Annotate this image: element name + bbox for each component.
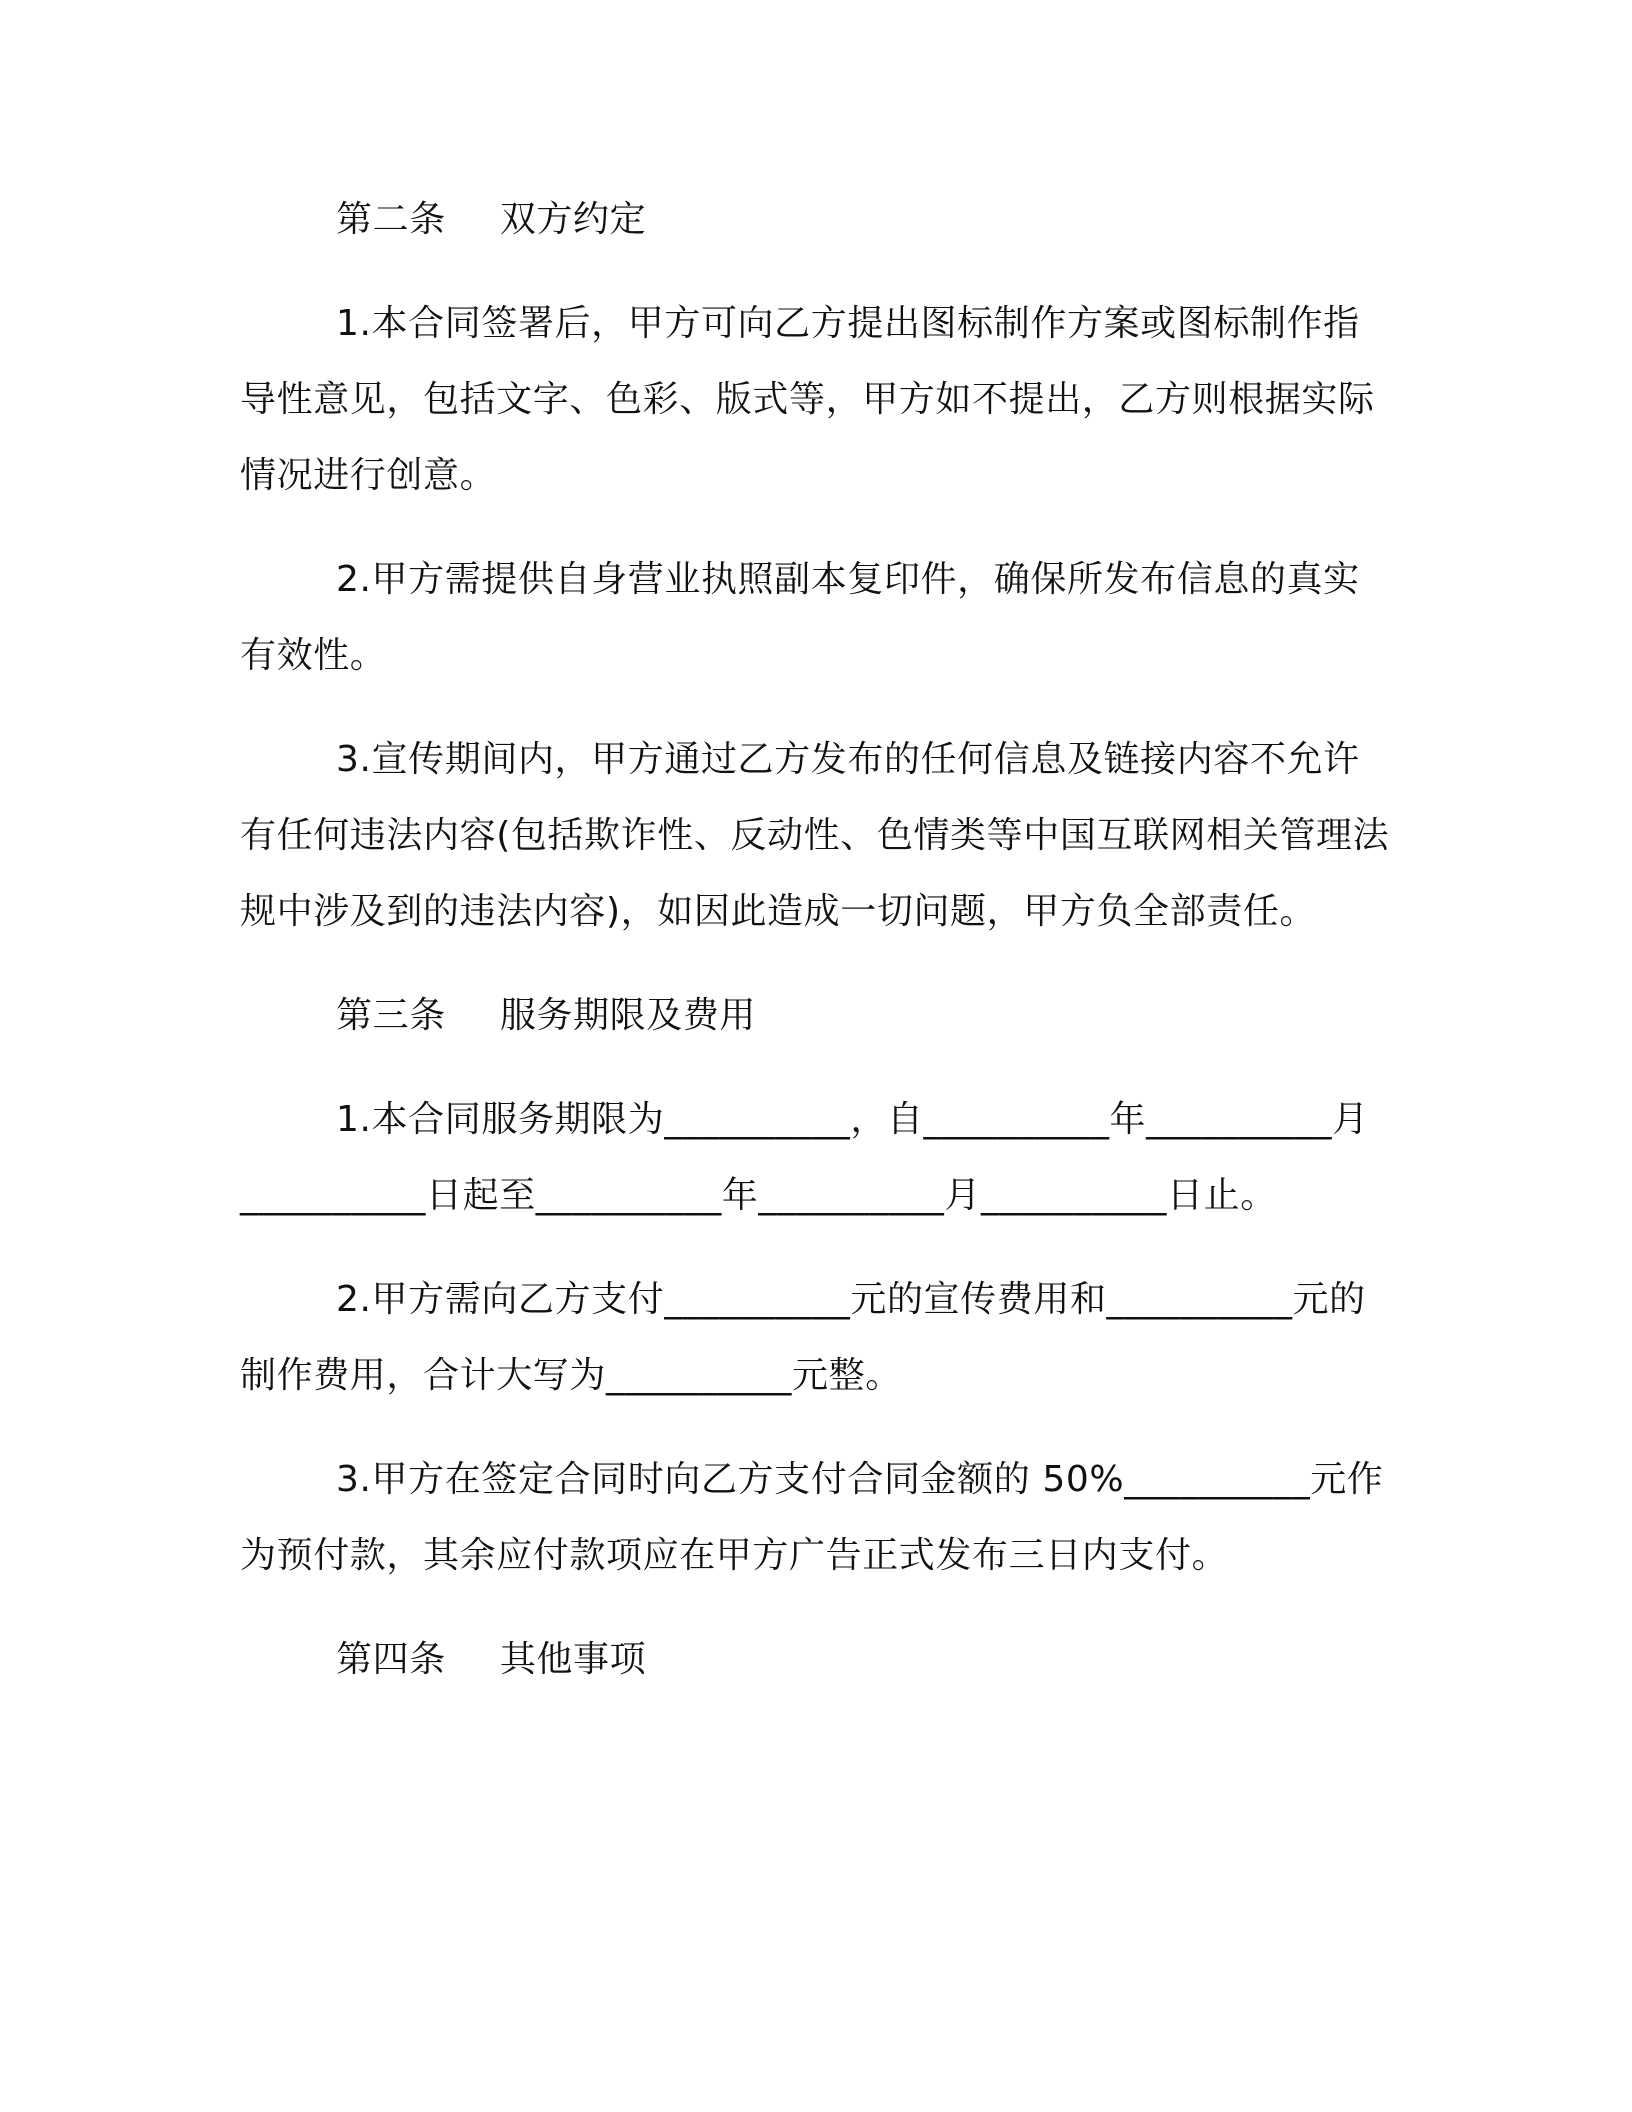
article-3-title: 服务期限及费用 — [499, 995, 757, 1036]
article-3-clause-1: 1.本合同服务期限为__________，自__________年__________月__________日起至__________年__________月__________日止。 — [240, 1099, 1369, 1216]
article-4-number: 第四条 — [336, 1639, 446, 1680]
article-3-clause-2: 2.甲方需向乙方支付__________元的宣传费用和__________元的制作费用，合计大写为__________元整。 — [240, 1279, 1366, 1396]
article-4-heading — [240, 1622, 1390, 1698]
contract-body — [240, 182, 1390, 1726]
article-2-clause-1: 1.本合同签署后，甲方可向乙方提出图标制作方案或图标制作指导性意见，包括文字、色彩、版式等，甲方如不提出，乙方则根据实际情况进行创意。 — [240, 303, 1375, 496]
article-4-title: 其他事项 — [499, 1639, 647, 1680]
article-2-heading — [240, 182, 1390, 258]
article-3-heading — [240, 978, 1390, 1054]
article-2-clause-2: 2.甲方需提供自身营业执照副本复印件，确保所发布信息的真实有效性。 — [240, 559, 1360, 676]
article-2-title: 双方约定 — [499, 199, 647, 240]
article-3-clause-3: 3.甲方在签定合同时向乙方支付合同金额的 50%__________元作为预付款，其余应付款项应在甲方广告正式发布三日内支付。 — [240, 1459, 1384, 1576]
article-3-number: 第三条 — [336, 995, 446, 1036]
article-2-clause-3: 3.宣传期间内，甲方通过乙方发布的任何信息及链接内容不允许有任何违法内容(包括欺诈性、反动性、色情类等中国互联网相关管理法规中涉及到的违法内容)，如因此造成一切问题，甲方负全部责任。 — [240, 739, 1390, 932]
article-2-number: 第二条 — [336, 199, 446, 240]
